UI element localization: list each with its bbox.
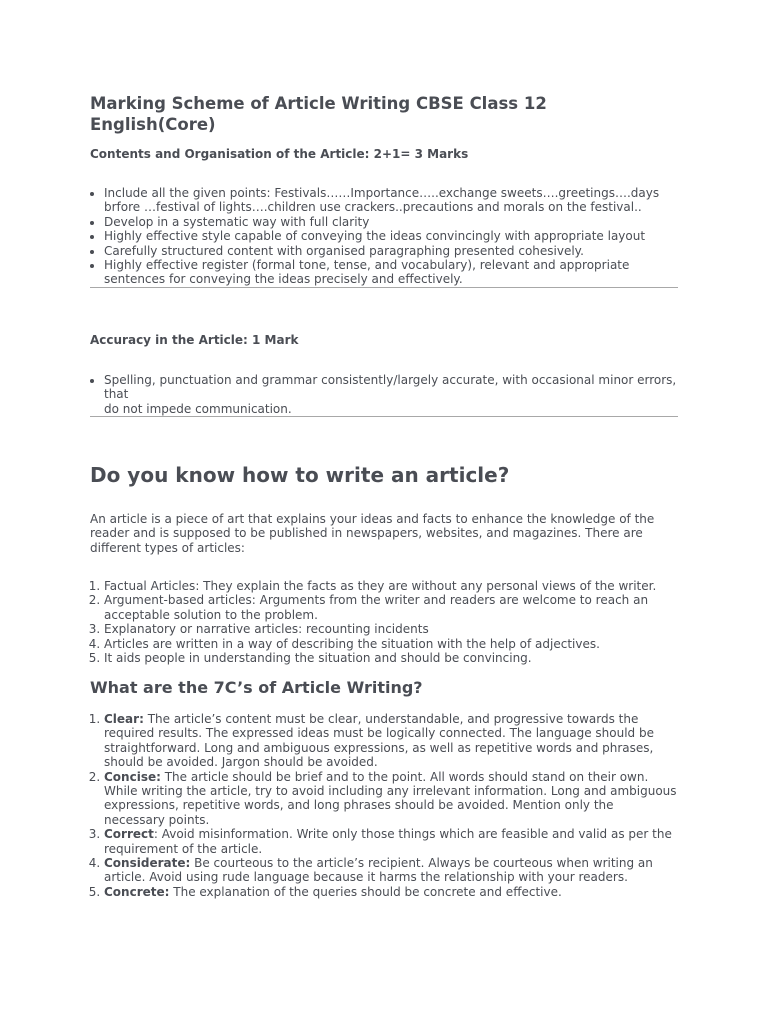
article-intro: An article is a piece of art that explains your ideas and facts to enhance the knowledge of the reader and is supposed to be published in newspapers, websites, and magazines. There are different types of articles:: [90, 512, 655, 555]
list-item: [104, 770, 678, 828]
list-item: [104, 373, 678, 416]
term-text: The article should be brief and to the point. All words should stand on their own. While writing the article, try to avoid including any irrelevant information. Long and ambiguous expressions, repetitive words, and long phrases should be avoided. Mention only the necessary points.: [104, 769, 677, 827]
contents-criteria-list: [90, 186, 678, 287]
divider: [90, 416, 678, 417]
list-item: [104, 712, 678, 770]
term-text: Be courteous to the article’s recipient. Always be courteous when writing an article. Avoid using rude language because it harms the relationship with your readers.: [104, 856, 653, 885]
list-item: [104, 885, 678, 899]
list-item: [104, 856, 678, 885]
list-item: 3. Explanatory or narrative articles: recounting incidents: [104, 622, 678, 636]
term-text: : Avoid misinformation. Write only those things which are feasible and valid as per the requirement of the article.: [104, 827, 672, 856]
term-text: The explanation of the queries should be concrete and effective.: [169, 884, 562, 899]
accuracy-heading: Accuracy in the Article: 1 Mark: [90, 333, 299, 347]
list-item: 1. Factual Articles: They explain the facts as they are without any personal views of the writer.: [104, 579, 678, 593]
list-item: • Develop in a systematic way with full clarity: [104, 215, 678, 229]
accuracy-line-1: Spelling, punctuation and grammar consistently/largely accurate, with occasional minor errors, that: [104, 373, 677, 402]
term-text: The article’s content must be clear, understandable, and progressive towards the required results. The expressed ideas must be logically connected. The language should be straightforward. Long and ambiguous expressions, as well as repetitive words and phrases, should be avoided. Jargon should be avoided.: [104, 712, 654, 770]
accuracy-line-2: do not impede communication.: [104, 401, 292, 416]
article-heading: Do you know how to write an article?: [90, 463, 510, 487]
list-item: 4. Articles are written in a way of describing the situation with the help of adjectives.: [104, 637, 678, 651]
seven-cs-list: [90, 712, 678, 899]
term-label: Correct: [104, 827, 154, 842]
list-item: • Include all the given points: Festivals……Importance…..exchange sweets….greetings….days brfore …festival of lights….children use crackers..precautions and morals on the festival..: [104, 186, 678, 215]
list-item: • Highly effective style capable of conveying the ideas convincingly with appropriate layout: [104, 229, 678, 243]
list-item: 5. It aids people in understanding the situation and should be convincing.: [104, 651, 678, 665]
list-item: • Highly effective register (formal tone, tense, and vocabulary), relevant and appropriate sentences for conveying the ideas precisely and effectively.: [104, 258, 678, 287]
term-label: Concrete:: [104, 884, 170, 899]
term-label: Concise:: [104, 769, 161, 784]
contents-heading: Contents and Organisation of the Article: 2+1= 3 Marks: [90, 147, 469, 161]
list-item: [104, 827, 678, 856]
term-label: Clear:: [104, 712, 144, 726]
list-item: 2. Argument-based articles: Arguments from the writer and readers are welcome to reach an acceptable solution to the problem.: [104, 593, 678, 622]
divider: [90, 287, 678, 288]
list-item: • Carefully structured content with organised paragraphing presented cohesively.: [104, 244, 678, 258]
term-label: Considerate:: [104, 856, 191, 871]
accuracy-criteria-list: [90, 373, 678, 416]
article-types-list: [90, 579, 678, 665]
seven-cs-heading: What are the 7C’s of Article Writing?: [90, 678, 423, 697]
document-title: Marking Scheme of Article Writing CBSE Class 12 English(Core): [90, 94, 547, 134]
